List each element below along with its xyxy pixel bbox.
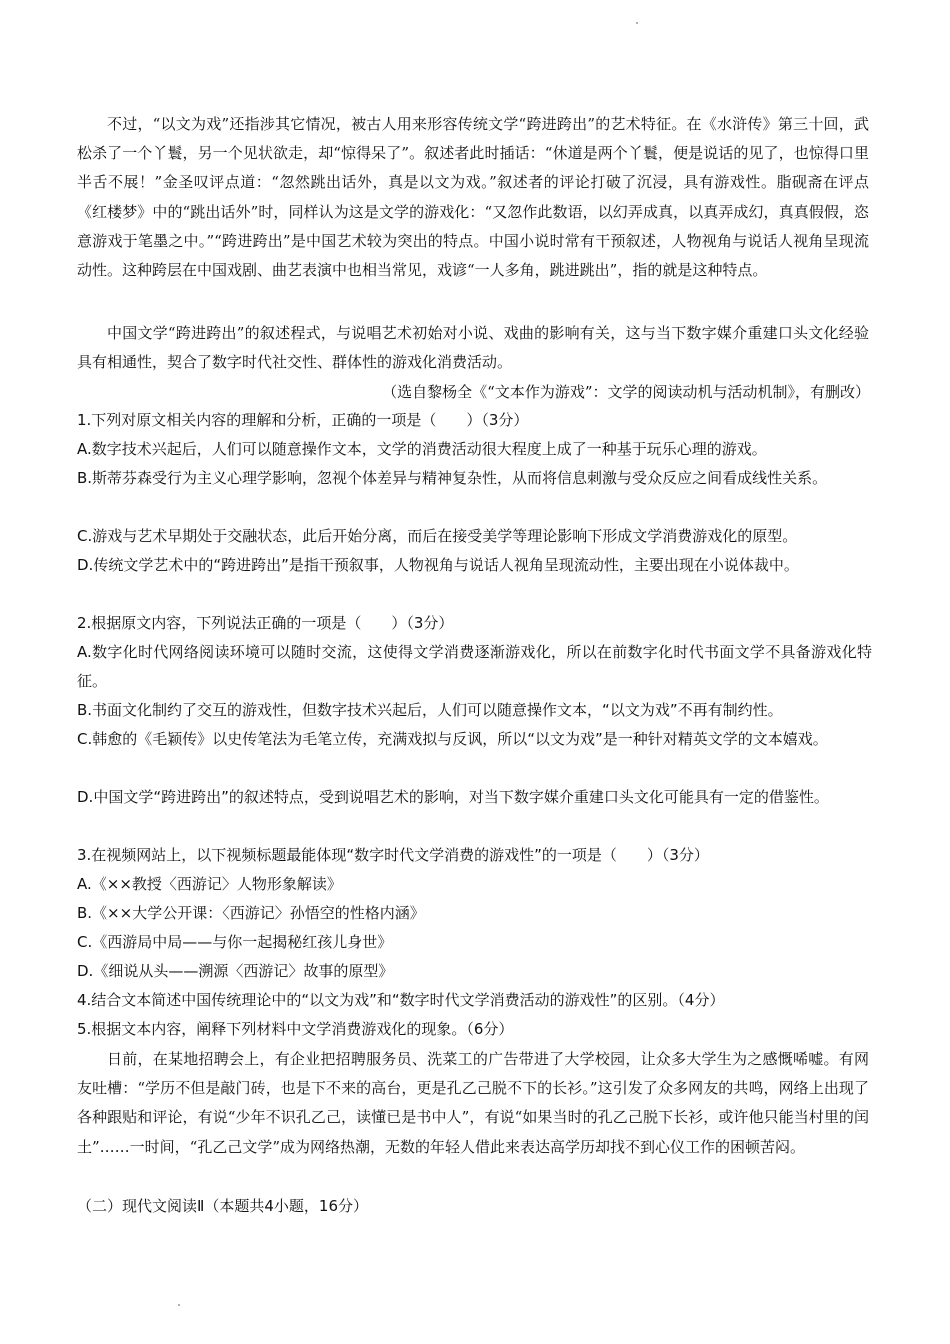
question-2-option-d: D.中国文学“跨进跨出”的叙述特点，受到说唱艺术的影响，对当下数字媒介重建口头文化可能具有一定的借鉴性。 xyxy=(77,788,829,806)
question-2-option-a: A.数字化时代网络阅读环境可以随时交流，这使得文学消费逐渐游戏化，所以在前数字化时代书面文学不具备游戏化特征。 xyxy=(77,643,872,691)
question-3-option-c: C.《西游局中局——与你一起揭秘红孩儿身世》 xyxy=(77,933,393,951)
question-2-option-b: B.书面文化制约了交互的游戏性，但数字技术兴起后，人们可以随意操作文本，“以文为戏”不再有制约性。 xyxy=(77,701,783,719)
question-5-material: 日前，在某地招聘会上，有企业把招聘服务员、洗菜工的广告带进了大学校园，让众多大学生为之感慨唏嘘。有网友吐槽：“学历不但是敲门砖，也是下不来的高台，更是孔乙己脱不下的长衫。”这引发了众多网友的共鸣，网络上出现了各种跟贴和评论，有说“少年不识孔乙己，读懂已是书中人”，有说“如果当时的孔乙己脱下长衫，或许他只能当村里的闰土”……一时间，“孔乙己文学”成为网络热潮，无数的年轻人借此来表达高学历却找不到心仪工作的困顿苦闷。 xyxy=(77,1050,869,1156)
question-1-option-a: A.数字技术兴起后，人们可以随意操作文本，文学的消费活动很大程度上成了一种基于玩乐心理的游戏。 xyxy=(77,440,767,458)
passage-paragraph-2: 中国文学“跨进跨出”的叙述程式，与说唱艺术初始对小说、戏曲的影响有关，这与当下数字媒介重建口头文化经验具有相通性，契合了数字时代社交性、群体性的游戏化消费活动。 xyxy=(77,324,869,372)
question-4: 4.结合文本简述中国传统理论中的“以文为戏”和“数字时代文学消费活动的游戏性”的区别。（4分） xyxy=(77,991,725,1009)
question-3-option-b: B.《××大学公开课：〈西游记〉孙悟空的性格内涵》 xyxy=(77,904,425,922)
question-5: 5.根据文本内容，阐释下列材料中文学消费游戏化的现象。（6分） xyxy=(77,1020,514,1038)
question-3-option-a: A.《××教授〈西游记〉人物形象解读》 xyxy=(77,875,342,893)
question-1-option-c: C.游戏与艺术早期处于交融状态，此后开始分离，而后在接受美学等理论影响下形成文学消费游戏化的原型。 xyxy=(77,527,798,545)
question-3-stem: 3.在视频网站上，以下视频标题最能体现“数字时代文学消费的游戏性”的一项是（ ）（3分） xyxy=(77,846,709,864)
question-1-stem: 1.下列对原文相关内容的理解和分析，正确的一项是（ ）（3分） xyxy=(77,411,529,429)
scan-dot xyxy=(636,22,638,24)
section-heading: （二）现代文阅读Ⅱ（本题共4小题，16分） xyxy=(77,1197,369,1215)
question-1-option-d: D.传统文学艺术中的“跨进跨出”是指干预叙事，人物视角与说话人视角呈现流动性，主要出现在小说体裁中。 xyxy=(77,556,799,574)
passage-paragraph-1: 不过，“以文为戏”还指涉其它情况，被古人用来形容传统文学“跨进跨出”的艺术特征。在《水浒传》第三十回，武松杀了一个丫鬟，另一个见状欲走，却“惊得呆了”。叙述者此时插话：“休道是两个丫鬟，便是说话的见了，也惊得口里半舌不展！”金圣叹评点道：“忽然跳出话外，真是以文为戏。”叙述者的评论打破了沉浸，具有游戏性。脂砚斋在评点《红楼梦》中的“跳出话外”时，同样认为这是文学的游戏化：“又忽作此数语，以幻弄成真，以真弄成幻，真真假假，恣意游戏于笔墨之中。”“跨进跨出”是中国艺术较为突出的特点。中国小说时常有干预叙述，人物视角与说话人视角呈现流动性。这种跨层在中国戏剧、曲艺表演中也相当常见，戏谚“一人多角，跳进跳出”，指的就是这种特点。 xyxy=(77,115,869,280)
scan-dot xyxy=(178,1304,180,1306)
question-1-option-b: B.斯蒂芬森受行为主义心理学影响，忽视个体差异与精神复杂性，从而将信息刺激与受众反应之间看成线性关系。 xyxy=(77,469,828,487)
question-2-stem: 2.根据原文内容，下列说法正确的一项是（ ）（3分） xyxy=(77,614,454,632)
passage-source: （选自黎杨全《“文本作为游戏”：文学的阅读动机与活动机制》，有删改） xyxy=(382,383,870,401)
question-3-option-d: D.《细说从头——溯源〈西游记〉故事的原型》 xyxy=(77,962,394,980)
question-2-option-c: C.韩愈的《毛颖传》以史传笔法为毛笔立传，充满戏拟与反讽，所以“以文为戏”是一种针对精英文学的文本嬉戏。 xyxy=(77,730,828,748)
